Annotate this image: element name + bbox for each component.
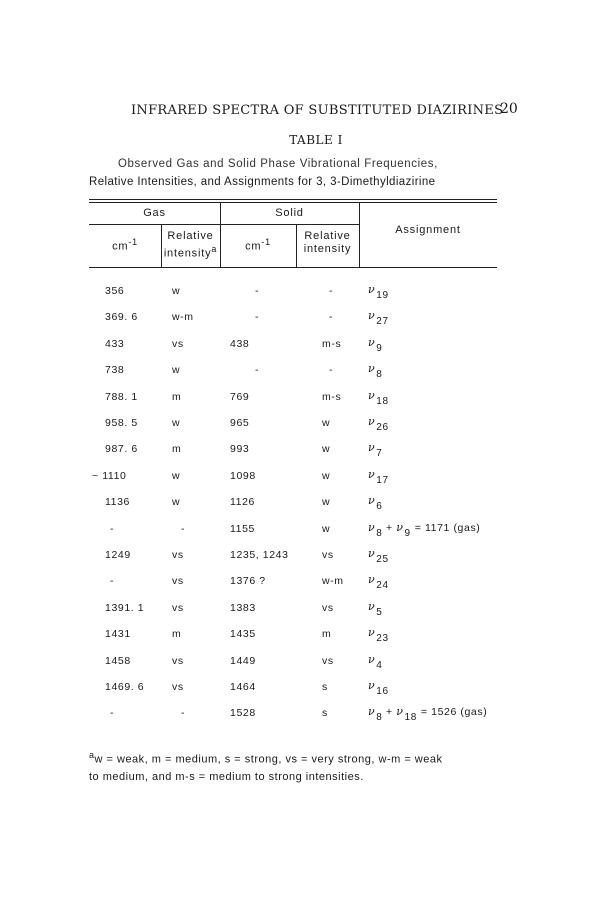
footnote-line1: $^a$w = weak, m = medium, s = strong, vs = very strong, w-m = weak (89, 750, 443, 766)
solid-intensity-cell: m-s (322, 338, 342, 350)
mode-subscript: 24 (376, 580, 389, 591)
gas-intensity-cell: w (172, 364, 181, 376)
footnote-marker: a (89, 750, 95, 760)
solid-intensity-cell: - (329, 311, 334, 323)
nu-symbol: ν (368, 521, 376, 534)
solid-intensity-cell: vs (322, 549, 334, 561)
solid-frequency-cell: 1528 (230, 707, 256, 719)
table-caption-line1: Observed Gas and Solid Phase Vibrational Frequencies, (118, 158, 438, 170)
mode-subscript: 27 (376, 316, 389, 327)
nu-symbol: ν (368, 468, 376, 481)
gas-frequency-cell: - (110, 707, 115, 719)
solid-frequency-cell: 993 (230, 443, 250, 455)
mode-subscript: 26 (376, 422, 389, 433)
solid-frequency-cell: 965 (230, 417, 250, 429)
nu-symbol: ν (396, 521, 404, 534)
gas-intensity-cell: vs (172, 602, 184, 614)
mode-subscript: 9 (376, 343, 383, 354)
gas-intensity-cell: m (172, 391, 182, 403)
col-header-gas-intensity: Relative intensity$^a$ (163, 230, 218, 260)
gas-intensity-cell: w (172, 496, 181, 508)
solid-intensity-cell: w (322, 470, 331, 482)
assignment-cell (368, 626, 389, 644)
gas-intensity-cell: w (172, 285, 181, 297)
nu-symbol: ν (368, 494, 376, 507)
gas-intensity-cell: vs (172, 681, 184, 693)
assignment-cell (368, 309, 389, 327)
gas-intensity-cell: w (172, 470, 181, 482)
nu-symbol: ν (368, 309, 376, 322)
header-bottom-rule (89, 267, 497, 268)
group-header-assignment: Assignment (395, 224, 461, 236)
solid-frequency-cell: 1449 (230, 655, 256, 667)
gas-frequency-cell: 1249 (105, 549, 131, 561)
assignment-cell (368, 468, 389, 486)
solid-intensity-cell: m-s (322, 391, 342, 403)
mode-subscript: 16 (376, 686, 389, 697)
assignment-cell (368, 573, 389, 591)
mode-subscript: 9 (404, 528, 411, 539)
solid-frequency-cell: 1464 (230, 681, 256, 693)
solid-frequency-cell: 769 (230, 391, 250, 403)
group-header-solid: Solid (275, 207, 304, 219)
group-header-gas: Gas (143, 207, 166, 219)
nu-symbol: ν (368, 283, 376, 296)
solid-intensity-cell: m (322, 628, 332, 640)
gas-intensity-cell: w-m (172, 311, 194, 323)
assignment-cell (368, 283, 389, 301)
gas-frequency-cell: 738 (105, 364, 125, 376)
page-number: 20 (500, 101, 518, 117)
table-label: TABLE I (289, 133, 343, 147)
nu-symbol: ν (368, 547, 376, 560)
assignment-cell (368, 389, 389, 407)
nu-symbol: ν (368, 441, 376, 454)
gas-frequency-cell: ~ 1110 (92, 470, 127, 482)
mode-subscript: 8 (376, 528, 383, 539)
table-caption-line2: Relative Intensities, and Assignments for 3, 3-Dimethyldiazirine (89, 176, 436, 188)
mode-subscript: 8 (376, 369, 383, 380)
solid-frequency-cell: 1383 (230, 602, 256, 614)
mode-subscript: 19 (376, 290, 389, 301)
solid-frequency-cell: 1235, 1243 (230, 549, 289, 561)
solid-intensity-cell: s (322, 681, 328, 693)
col-header-solid-intensity: Relative intensity (303, 230, 352, 255)
gas-intensity-cell: vs (172, 575, 184, 587)
gas-frequency-cell: 369. 6 (105, 311, 138, 323)
nu-symbol: ν (368, 336, 376, 349)
gas-intensity-cell: m (172, 443, 182, 455)
nu-symbol: ν (368, 600, 376, 613)
table-top-rule-2 (89, 202, 497, 203)
gas-intensity-cell: vs (172, 338, 184, 350)
nu-symbol: ν (396, 705, 404, 718)
gas-intensity-cell: vs (172, 549, 184, 561)
assignment-cell: ν8 + ν9 = 1171 (gas) (368, 521, 481, 539)
gas-frequency-cell: 1458 (105, 655, 131, 667)
gas-frequency-cell: 1469. 6 (105, 681, 145, 693)
solid-intensity-cell: vs (322, 602, 334, 614)
solid-frequency-cell: - (255, 364, 260, 376)
solid-intensity-cell: - (329, 285, 334, 297)
mode-subscript: 23 (376, 633, 389, 644)
assignment-cell (368, 415, 389, 433)
combination-note: = 1171 (gas) (414, 522, 481, 534)
solid-intensity-cell: w (322, 417, 331, 429)
solid-intensity-cell: w (322, 523, 331, 535)
group-header-rule (89, 224, 359, 225)
assignment-cell (368, 494, 383, 512)
gas-intensity-cell: - (181, 523, 186, 535)
solid-intensity-cell: - (329, 364, 334, 376)
gas-frequency-cell: 356 (105, 285, 125, 297)
assignment-cell (368, 600, 383, 618)
nu-symbol: ν (368, 362, 376, 375)
gas-frequency-cell: 788. 1 (105, 391, 138, 403)
solid-intensity-cell: s (322, 707, 328, 719)
table-top-rule (89, 199, 497, 200)
assignment-cell (368, 653, 383, 671)
solid-frequency-cell: 1126 (230, 496, 255, 508)
assignment-cell (368, 547, 389, 565)
solid-frequency-cell: 1155 (230, 523, 255, 535)
mode-subscript: 25 (376, 554, 389, 565)
gas-frequency-cell: 433 (105, 338, 125, 350)
nu-symbol: ν (368, 679, 376, 692)
assignment-cell (368, 441, 383, 459)
solid-intensity-cell: vs (322, 655, 334, 667)
solid-intensity-cell: w-m (322, 575, 344, 587)
nu-symbol: ν (368, 653, 376, 666)
nu-symbol: ν (368, 415, 376, 428)
gas-frequency-cell: 987. 6 (105, 443, 138, 455)
mode-subscript: 18 (404, 712, 417, 723)
gas-intensity-cell: m (172, 628, 182, 640)
solid-intensity-cell: w (322, 443, 331, 455)
gas-intensity-cell: - (181, 707, 186, 719)
nu-symbol: ν (368, 705, 376, 718)
gas-frequency-cell: - (110, 523, 115, 535)
mode-subscript: 6 (376, 501, 383, 512)
assignment-cell: ν8 + ν18 = 1526 (gas) (368, 705, 488, 723)
footnote-line2: to medium, and m-s = medium to strong intensities. (89, 771, 364, 783)
gas-frequency-cell: 1431 (105, 628, 131, 640)
solid-intensity-cell: w (322, 496, 331, 508)
mode-subscript: 18 (376, 396, 389, 407)
solid-frequency-cell: 1098 (230, 470, 256, 482)
gas-frequency-cell: - (110, 575, 115, 587)
solid-frequency-cell: 438 (230, 338, 250, 350)
nu-symbol: ν (368, 626, 376, 639)
gas-frequency-cell: 1391. 1 (105, 602, 145, 614)
gas-intensity-cell: vs (172, 655, 184, 667)
mode-subscript: 7 (376, 448, 383, 459)
solid-frequency-cell: - (255, 285, 260, 297)
col-header-solid-cm: $cm^{-1}$ (245, 237, 271, 253)
col-header-gas-cm: $cm^{-1}$ (112, 237, 138, 253)
mode-subscript: 8 (376, 712, 383, 723)
nu-symbol: ν (368, 389, 376, 402)
assignment-cell (368, 679, 389, 697)
running-title: INFRARED SPECTRA OF SUBSTITUTED DIAZIRINES (131, 103, 504, 118)
nu-symbol: ν (368, 573, 376, 586)
solid-frequency-cell: 1376 ? (230, 575, 266, 587)
combination-note: = 1526 (gas) (420, 706, 488, 718)
mode-subscript: 4 (376, 660, 383, 671)
assignment-cell (368, 362, 383, 380)
assignment-cell (368, 336, 383, 354)
solid-frequency-cell: - (255, 311, 260, 323)
gas-frequency-cell: 1136 (105, 496, 130, 508)
mode-subscript: 17 (376, 475, 389, 486)
gas-intensity-cell: w (172, 417, 181, 429)
solid-frequency-cell: 1435 (230, 628, 256, 640)
mode-subscript: 5 (376, 607, 383, 618)
gas-frequency-cell: 958. 5 (105, 417, 138, 429)
